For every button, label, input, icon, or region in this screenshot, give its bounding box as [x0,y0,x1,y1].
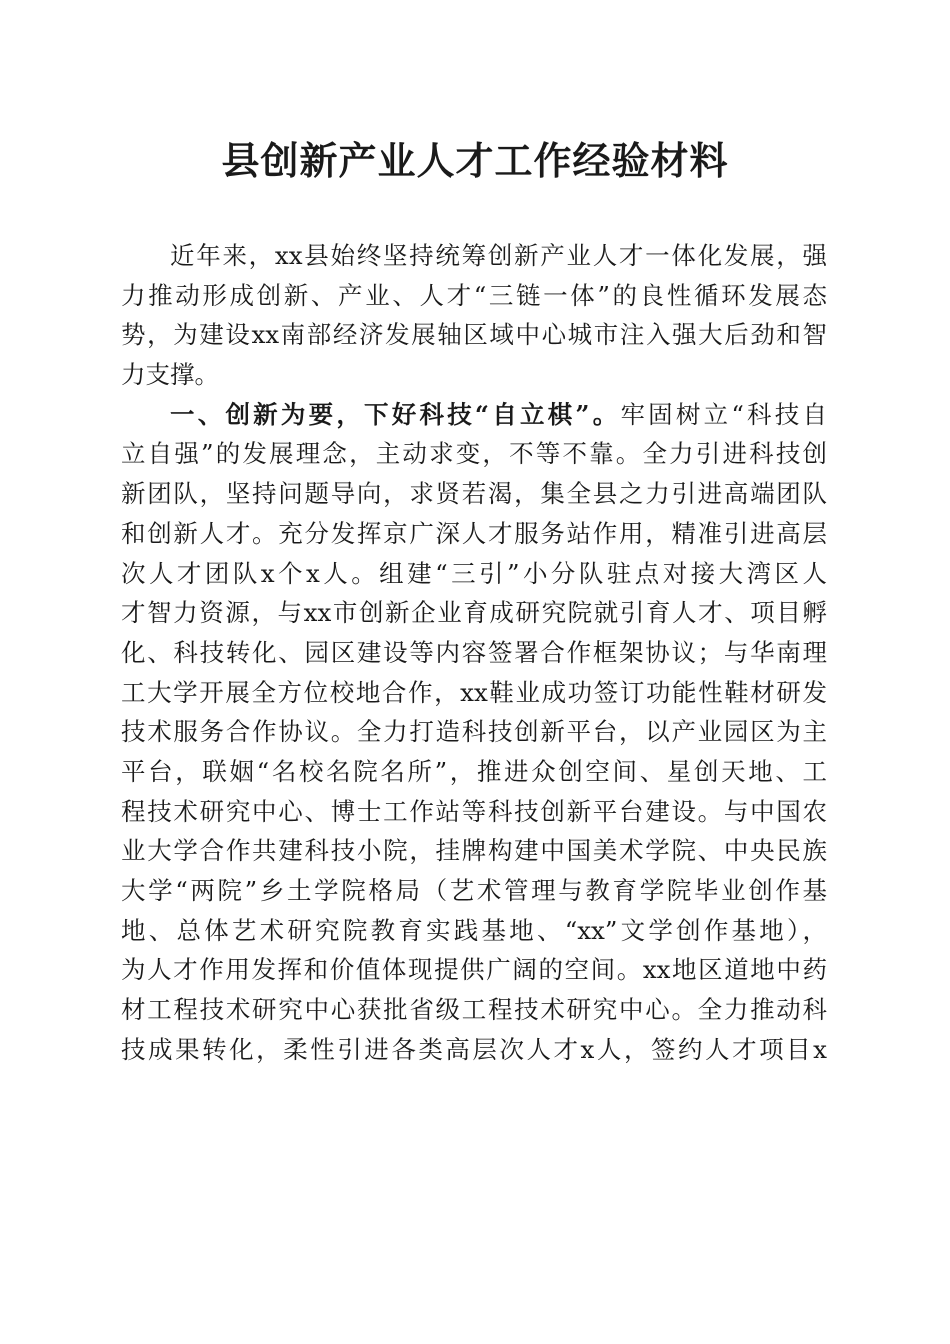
document-title: 县创新产业人才工作经验材料 [221,138,729,183]
text-line: 近年来，xx县始终坚持统筹创新产业人才一体化发展，强 [170,241,827,270]
section-heading: 一、创新为要，下好科技“自立棋”。 [170,399,621,429]
text-line: 和创新人才。充分发挥京广深人才服务站作用，精准引进高层 [121,518,827,548]
text-line: 技成果转化，柔性引进各类高层次人才x人，签约人才项目x [121,1034,827,1064]
paragraph-intro [121,236,827,395]
paragraph-section-one [121,395,827,1070]
text-line: 立自强”的发展理念，主动求变，不等不靠。全力引进科技创 [121,439,827,469]
text-line: 力推动形成创新、产业、人才“三链一体”的良性循环发展态 [121,280,827,310]
text-line: 业大学合作共建科技小院，挂牌构建中国美术学院、中央民族 [121,836,827,866]
text-line: 为人才作用发挥和价值体现提供广阔的空间。xx地区道地中药 [121,955,827,985]
text-line: 地、总体艺术研究院教育实践基地、“xx”文学创作基地）， [121,915,827,945]
heading-line-rest: 牢固树立“科技自 [620,399,827,429]
text-line: 化、科技转化、园区建设等内容签署合作框架协议；与华南理 [121,637,827,667]
text-line: 材工程技术研究中心获批省级工程技术研究中心。全力推动科 [121,995,827,1025]
text-line: 力支撑。 [121,360,219,390]
text-line: 次人才团队x个x人。组建“三引”小分队驻点对接大湾区人 [121,558,827,588]
text-line-heading [121,395,827,435]
text-line: 工大学开展全方位校地合作，xx鞋业成功签订功能性鞋材研发 [121,677,827,707]
text-line: 技术服务合作协议。全力打造科技创新平台，以产业园区为主 [121,717,827,747]
text-line: 势，为建设xx南部经济发展轴区域中心城市注入强大后劲和智 [121,320,827,350]
text-line: 平台，联姻“名校名院名所”，推进众创空间、星创天地、工 [121,756,827,786]
document-body [121,236,827,1069]
text-line: 大学“两院”乡土学院格局（艺术管理与教育学院毕业创作基 [121,876,827,905]
text-line: 才智力资源，与xx市创新企业育成研究院就引育人才、项目孵 [121,598,827,628]
text-line: 程技术研究中心、博士工作站等科技创新平台建设。与中国农 [121,796,827,826]
text-line: 新团队，坚持问题导向，求贤若渴，集全县之力引进高端团队 [121,479,827,509]
